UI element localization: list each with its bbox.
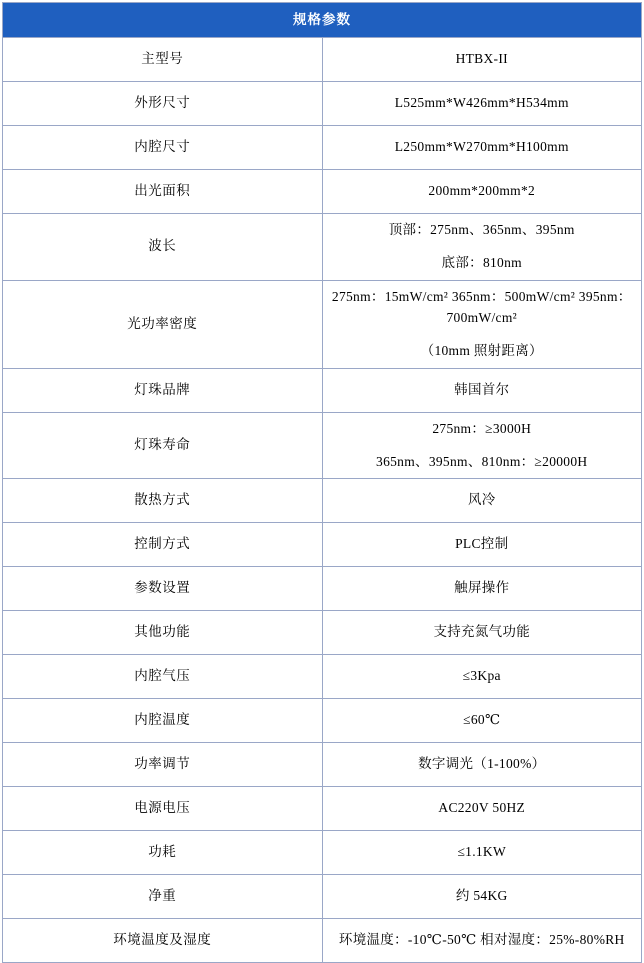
row-label: 主型号 [3,38,323,82]
row-label: 灯珠品牌 [3,368,323,412]
row-label: 电源电压 [3,787,323,831]
row-value [322,214,642,281]
row-value [322,170,642,214]
row-value [322,875,642,919]
row-label: 功率调节 [3,743,323,787]
row-label: 内腔温度 [3,699,323,743]
row-value [322,412,642,479]
row-value-line: L250mm*W270mm*H100mm [394,139,569,155]
row-label: 光功率密度 [3,280,323,368]
row-label: 外形尺寸 [3,82,323,126]
row-value [322,567,642,611]
table-row [3,655,642,699]
row-label: 出光面积 [3,170,323,214]
row-label: 内腔尺寸 [3,126,323,170]
row-value-line: 275nm：15mW/cm² 365nm：500mW/cm² 395nm：700mW/cm² [331,288,632,325]
row-value-line: 支持充氮气功能 [433,624,531,640]
row-value-line: 200mm*200mm*2 [428,183,536,199]
table-row [3,743,642,787]
row-value [322,280,642,368]
table-row [3,368,642,412]
row-value-line: 365nm、395nm、810nm：≥20000H [376,453,588,469]
row-value-line: AC220V 50HZ [438,800,526,816]
row-label: 功耗 [3,831,323,875]
table-row [3,38,642,82]
row-value-line: 触屏操作 [454,580,510,596]
table-title-row [3,3,642,38]
table-row [3,787,642,831]
table-title: 规格参数 [3,3,642,38]
table-body [3,3,642,963]
row-value-line: 275nm：≥3000H [432,420,532,436]
row-value [322,611,642,655]
table-row [3,82,642,126]
table-row [3,280,642,368]
table-row [3,611,642,655]
row-label: 波长 [3,214,323,281]
row-value-line: 顶部：275nm、365nm、395nm [388,222,575,237]
row-value-line: 风冷 [467,492,496,508]
table-row [3,831,642,875]
row-value [322,743,642,787]
row-value [322,919,642,963]
table-row [3,214,642,281]
table-row [3,699,642,743]
row-value-line: ≤3Kpa [462,668,501,684]
row-label: 其他功能 [3,611,323,655]
row-value-line: 底部：810nm [441,254,522,270]
row-value [322,126,642,170]
specification-table [2,2,642,963]
row-value [322,655,642,699]
row-value [322,82,642,126]
row-label: 参数设置 [3,567,323,611]
row-label: 控制方式 [3,523,323,567]
row-label: 灯珠寿命 [3,412,323,479]
row-value-line: 约 54KG [455,888,508,904]
row-value-line: L525mm*W426mm*H534mm [394,95,569,111]
row-value [322,787,642,831]
table-row [3,875,642,919]
row-value [322,523,642,567]
row-value [322,831,642,875]
row-label: 净重 [3,875,323,919]
table-row [3,479,642,523]
table-row [3,126,642,170]
row-value [322,479,642,523]
row-label: 内腔气压 [3,655,323,699]
table-row [3,170,642,214]
table-row [3,523,642,567]
row-label: 环境温度及湿度 [3,919,323,963]
row-value-line: 数字调光（1-100%） [418,756,546,772]
row-value-line: ≤60℃ [463,712,501,728]
row-value [322,38,642,82]
row-value [322,699,642,743]
row-value-line: （10mm 照射距离） [420,342,543,358]
row-value [322,368,642,412]
row-label: 散热方式 [3,479,323,523]
row-value-line: 环境温度：-10℃-50℃ 相对湿度：25%-80%RH [338,932,625,948]
row-value-line: PLC控制 [455,536,509,552]
table-row [3,412,642,479]
row-value-line: 韩国首尔 [454,381,510,397]
table-row [3,567,642,611]
row-value-line: ≤1.1KW [457,844,507,860]
table-row [3,919,642,963]
row-value-line: HTBX-II [455,51,508,67]
